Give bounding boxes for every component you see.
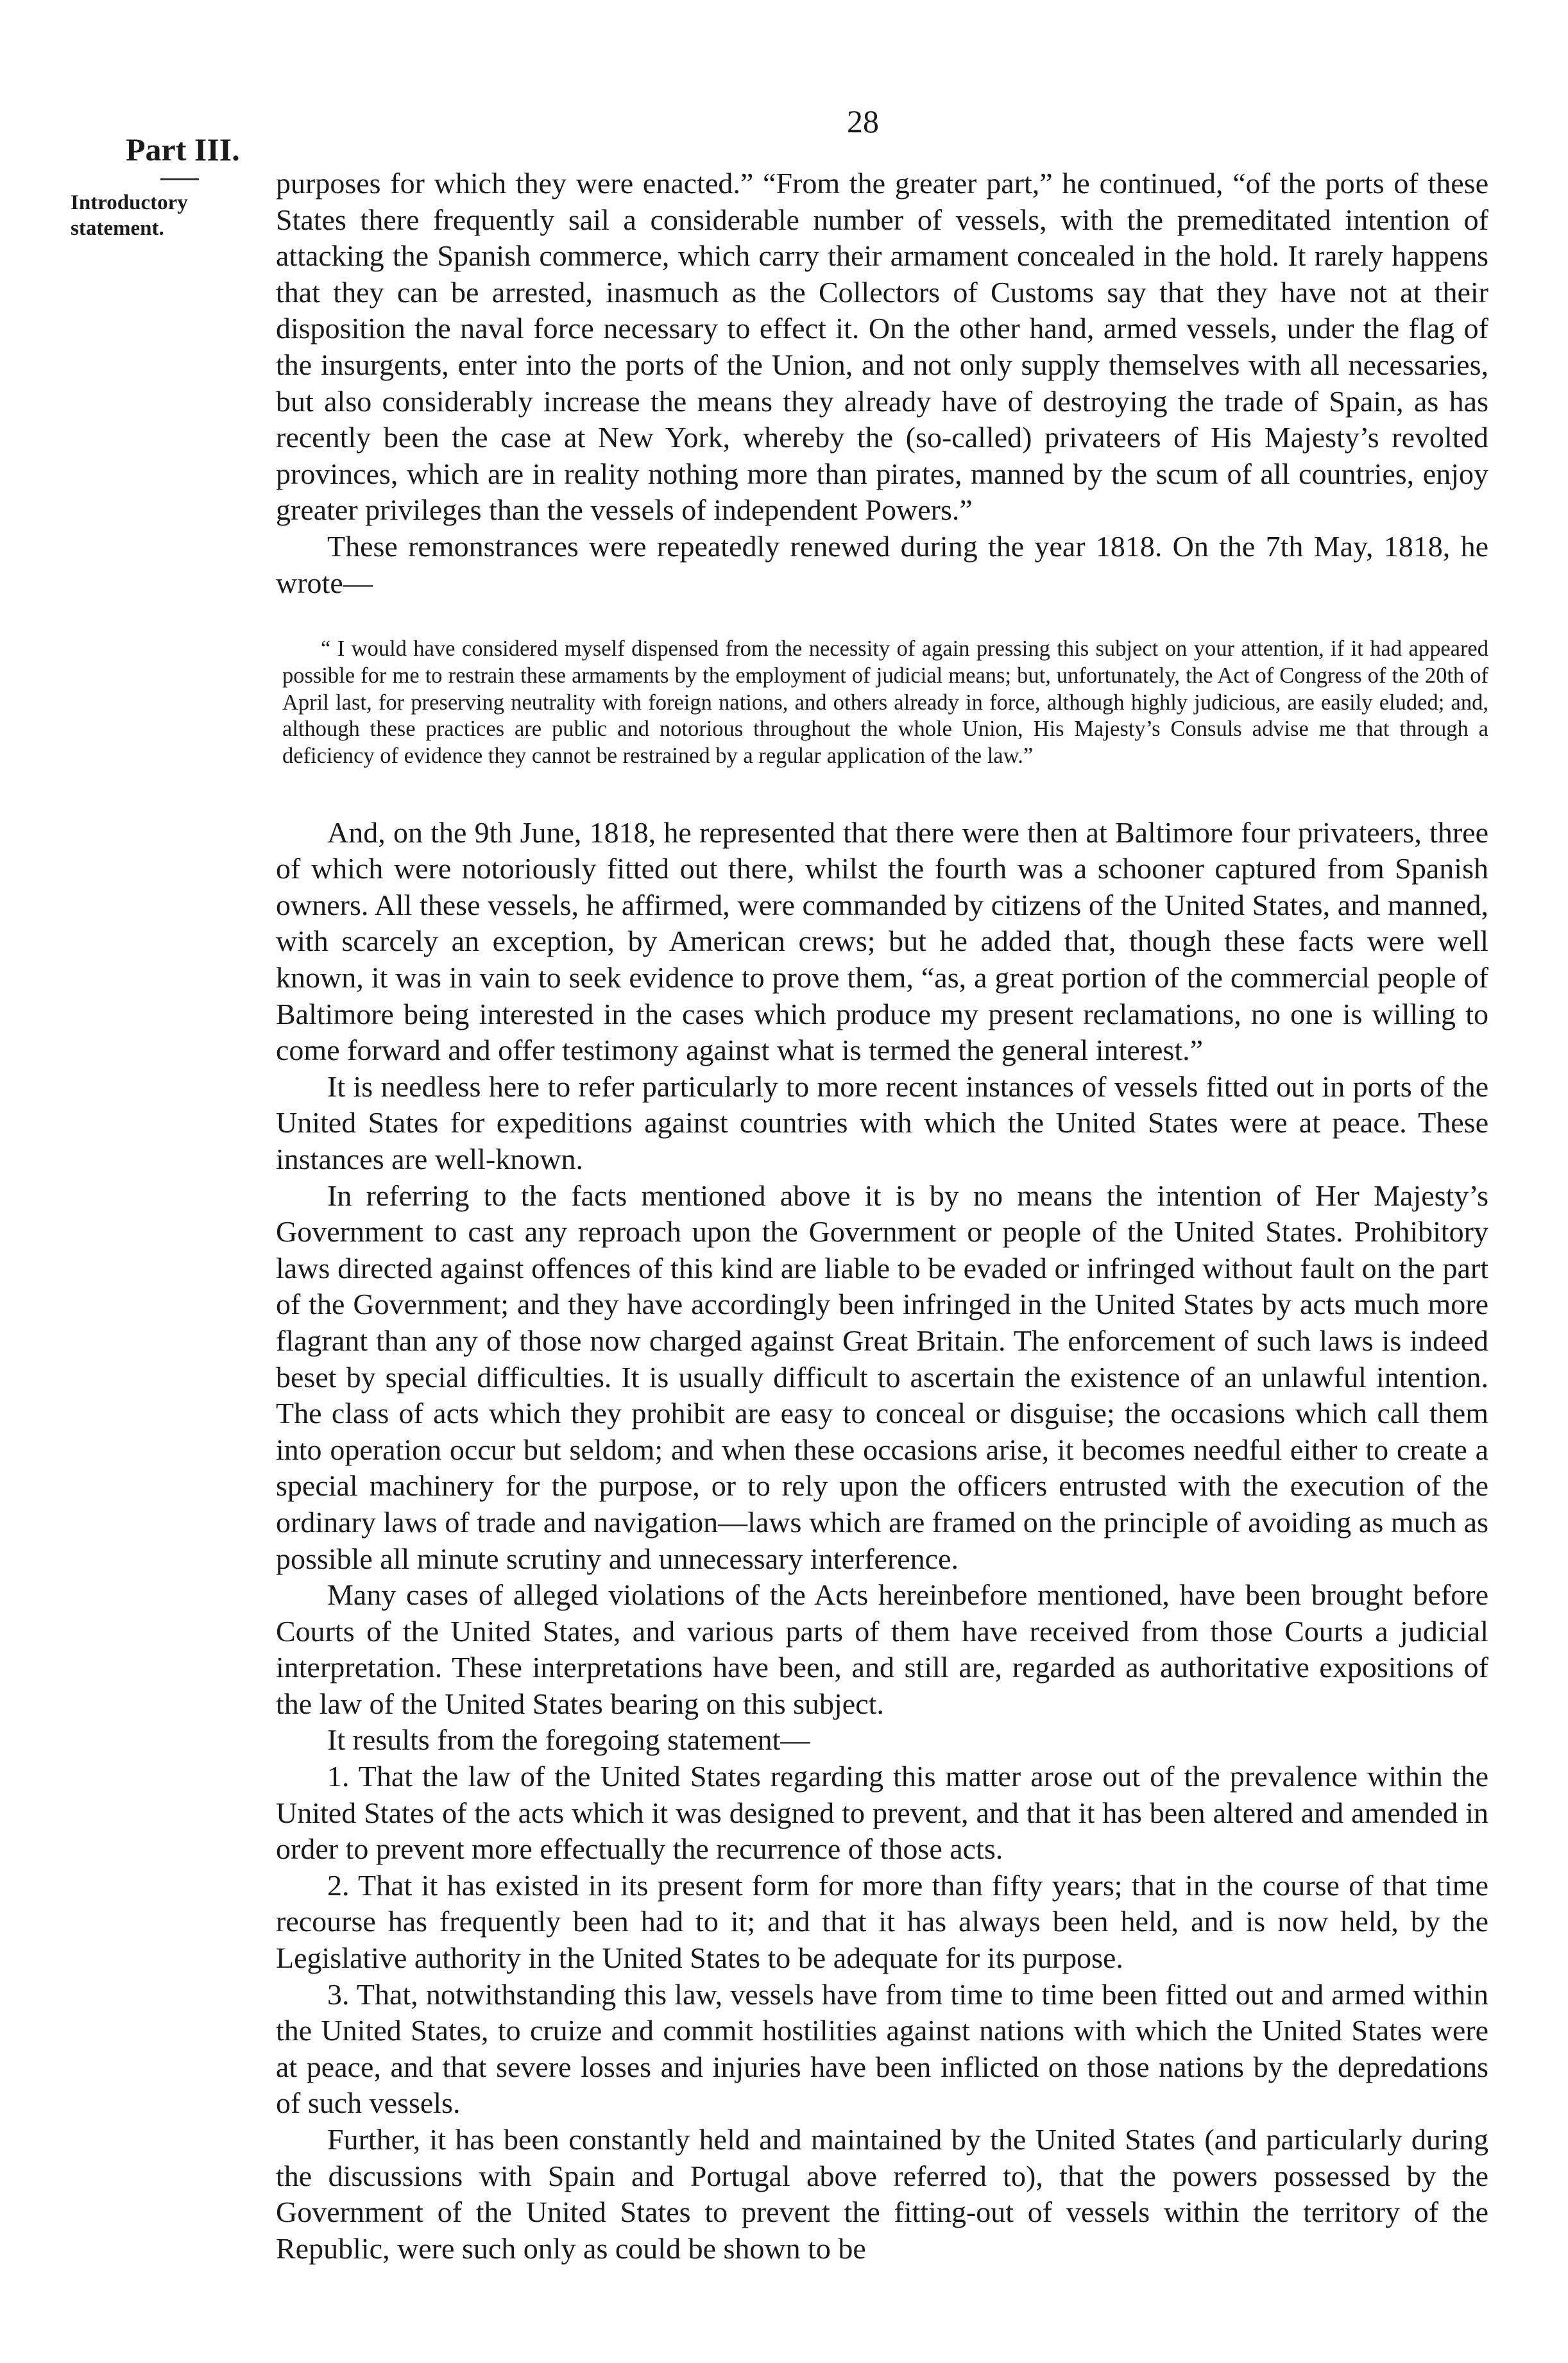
- paragraph: And, on the 9th June, 1818, he represented that there were then at Baltimore four privateers, three of which were notoriously fitted out there, whilst the fourth was a schooner captured from Spanish owners. All these vessels, he affirmed, were commanded by citizens of the United States, and manned, with scarcely an exception, by American crews; but he added that, though these facts were well known, it was in vain to seek evidence to prove them, “as, a great portion of the commercial people of Baltimore being interested in the cases which produce my present reclamations, no one is willing to come forward and offer testimony against what is termed the general interest.”: [276, 815, 1488, 1067]
- paragraph: It is needless here to refer particularly to more recent instances of vessels fitted out in ports of the United States for expeditions against countries with which the United States were at peace. These instances are well-known.: [276, 1070, 1488, 1175]
- paragraph: Many cases of alleged violations of the Acts hereinbefore mentioned, have been brought before Courts of the United States, and various parts of them have received from those Courts a judicial interpretation. These interpretations have been, and still are, regarded as authoritative expositions of the law of the United States bearing on this subject.: [276, 1578, 1488, 1720]
- block-quote: “ I would have considered myself dispensed from the necessity of again pressing this subject on your attention, if it had appeared possible for me to restrain these armaments by the employment of judicial means; but, unfortunately, the Act of Congress of the 20th of April last, for preserving neutrality with foreign nations, and others already in force, although highly judicious, are easily eluded; and, although these practices are public and notorious throughout the whole Union, His Majesty’s Consuls advise me that through a deficiency of evidence they cannot be restrained by a regular application of the law.”: [282, 636, 1488, 768]
- margin-divider: [160, 178, 199, 180]
- paragraph: In referring to the facts mentioned above it is by no means the intention of Her Majesty’s Government to cast any reproach upon the Government or people of the United States. Prohibitory laws directed against offences of this kind are liable to be evaded or infringed without fault on the part of the Government; and they have accordingly been infringed in the United States by acts much more flagrant than any of those now charged against Great Britain. The enforcement of such laws is indeed beset by special difficulties. It is usually difficult to ascertain the existence of an unlawful intention. The class of acts which they prohibit are easy to conceal or disguise; the occasions which call them into operation occur but seldom; and when these occasions arise, it becomes needful either to create a special machinery for the purpose, or to rely upon the officers entrusted with the execution of the ordinary laws of trade and navigation—laws which are framed on the principle of avoiding as much as possible all minute scrutiny and unnecessary interference.: [276, 1179, 1488, 1575]
- paragraph: It results from the foregoing statement—: [327, 1723, 810, 1757]
- margin-part-heading: Part III.: [126, 132, 240, 167]
- paragraph: These remonstrances were repeatedly renewed during the year 1818. On the 7th May, 1818, he wrote—: [276, 529, 1488, 599]
- paragraph-continued: purposes for which they were enacted.” “From the greater part,” he continued, “of the ports of these States there frequently sail a considerable number of vessels, with the premeditated intention of attacking the Spanish commerce, which carry their armament concealed in the hold. It rarely happens that they can be arrested, inasmuch as the Collectors of Customs say that they have not at their disposition the naval force necessary to effect it. On the other hand, armed vessels, under the flag of the insurgents, enter into the ports of the Union, and not only supply themselves with all necessaries, but also considerably increase the means they already have of destroying the trade of Spain, as has recently been the case at New York, whereby the (so-called) privateers of His Majesty’s revolted provinces, which are in reality nothing more than pirates, manned by the scum of all countries, enjoy greater privileges than the vessels of independent Powers.”: [276, 167, 1488, 527]
- list-item: 2. That it has existed in its present form for more than fifty years; that in the course of that time recourse has frequently been had to it; and that it has always been held, and is now held, by the Legislative authority in the United States to be adequate for its purpose.: [276, 1868, 1488, 1975]
- margin-note: Introductory statement.: [71, 191, 188, 240]
- paragraph: Further, it has been constantly held and maintained by the United States (and particularly during the discussions with Spain and Portugal above referred to), that the powers possessed by the Government of the United States to prevent the fitting-out of vessels within the territory of the Republic, were such only as could be shown to be: [276, 2123, 1488, 2265]
- page-number: 28: [847, 103, 879, 139]
- list-item: 3. That, notwithstanding this law, vessels have from time to time been fitted out and armed within the United States, to cruize and commit hostilities against nations with which the United States were at peace, and that severe losses and injuries have been inflicted on those nations by the depredations of such vessels.: [276, 1977, 1488, 2120]
- page-body: [276, 166, 1488, 2267]
- list-item: 1. That the law of the United States regarding this matter arose out of the prevalence within the United States of the acts which it was designed to prevent, and that it has been altered and amended in order to prevent more effectually the recurrence of those acts.: [276, 1760, 1488, 1866]
